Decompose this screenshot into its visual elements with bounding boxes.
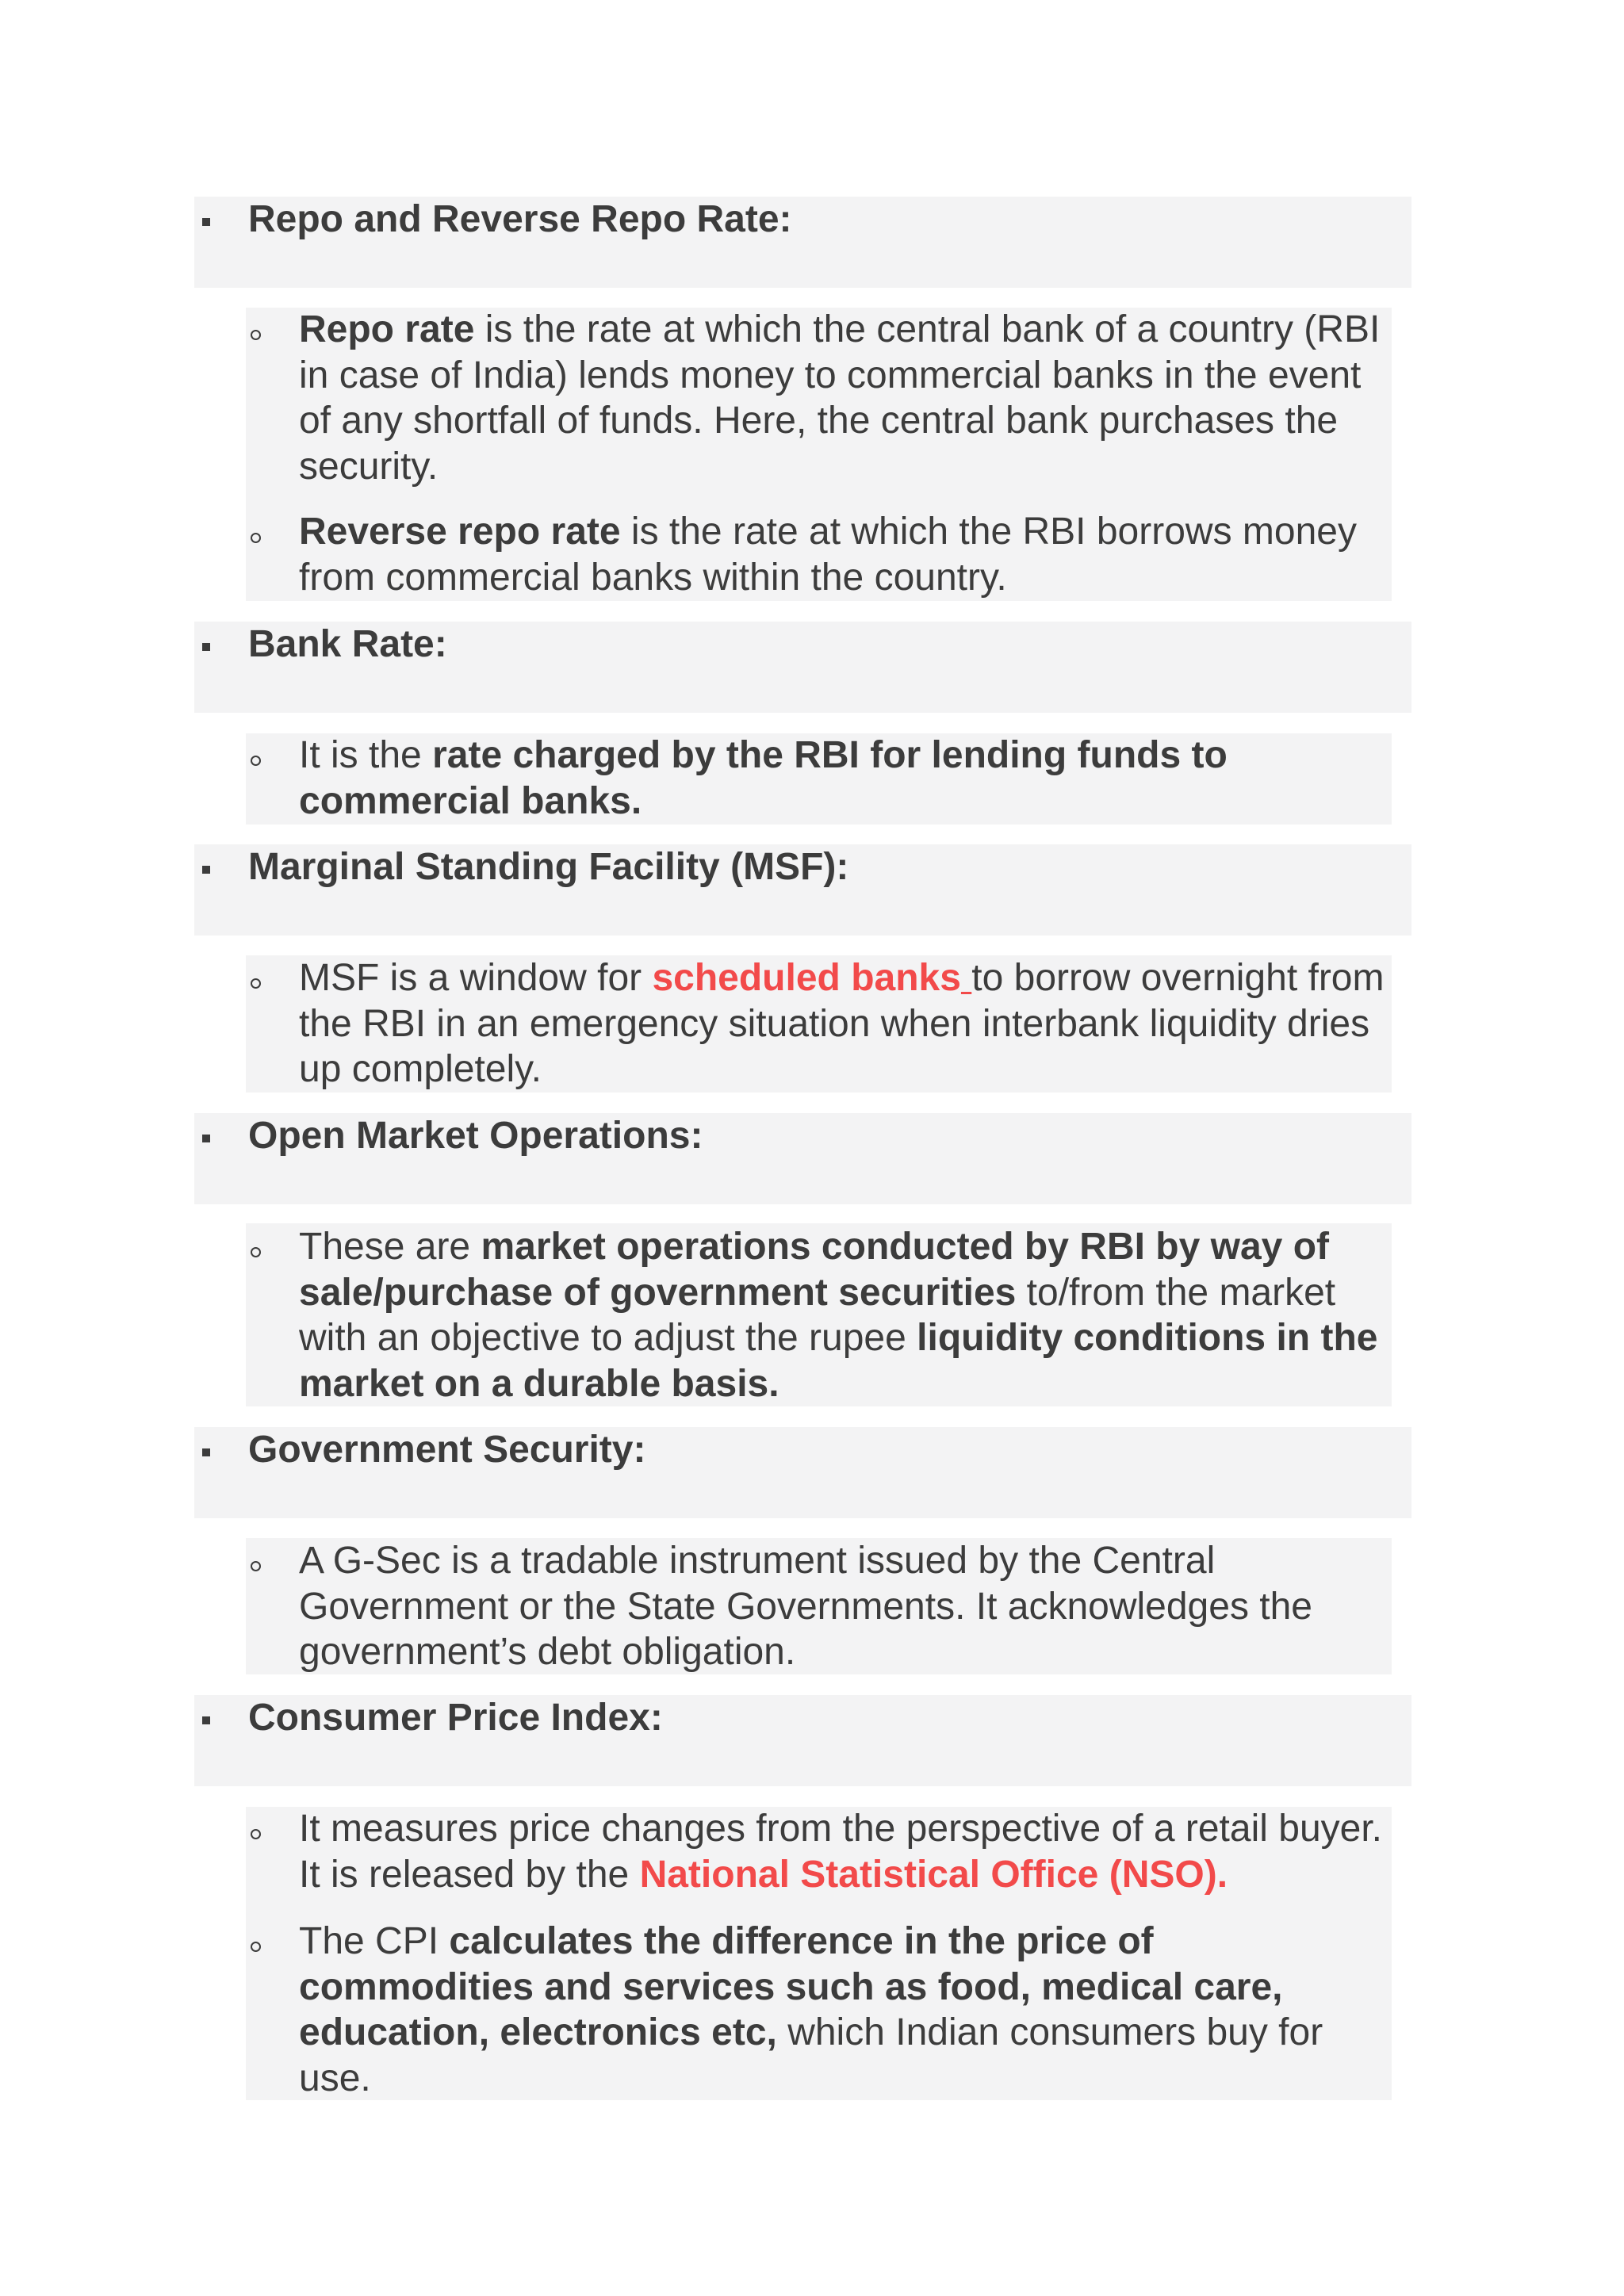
square-bullet-icon [202, 866, 210, 874]
square-bullet-icon [202, 1135, 210, 1142]
square-bullet-icon [202, 1448, 210, 1456]
bullet-point: It measures price changes from the perspective of a retail buyer. It is released by the National Statistical Office (NSO). [299, 1808, 1383, 1896]
circle-bullet-icon [251, 1829, 261, 1839]
bullet-point: It is the rate charged by the RBI for lending funds to commercial banks. [299, 734, 1228, 822]
section-heading: Government Security: [248, 1429, 646, 1471]
square-bullet-icon [202, 218, 210, 226]
bullet-point: The CPI calculates the difference in the price of commodities and services such as food, medical care, education, electronics etc, which Indian consumers buy for use. [299, 1920, 1323, 2099]
bullet-point: These are market operations conducted by RBI by way of sale/purchase of government securities to/from the market with an objective to adjust the rupee liquidity conditions in the market on a durable basis. [299, 1226, 1378, 1405]
circle-bullet-icon [251, 1247, 261, 1257]
bullet-point: Repo rate is the rate at which the central bank of a country (RBI in case of India) lends money to commercial banks in the event of any shortfall of funds. Here, the central bank purchases the security. [299, 308, 1381, 488]
section-heading: Consumer Price Index: [248, 1697, 663, 1739]
section-heading: Bank Rate: [248, 623, 447, 665]
highlighted-term: National Statistical Office (NSO). [639, 1853, 1228, 1896]
circle-bullet-icon [251, 756, 261, 766]
square-bullet-icon [202, 1716, 210, 1724]
circle-bullet-icon [251, 1561, 261, 1571]
section-heading: Marginal Standing Facility (MSF): [248, 846, 849, 888]
section-heading: Open Market Operations: [248, 1115, 703, 1157]
highlighted-term: scheduled banks [652, 957, 961, 999]
section-heading: Repo and Reverse Repo Rate: [248, 198, 792, 240]
bullet-point: MSF is a window for scheduled banks to borrow overnight from the RBI in an emergency situation when interbank liquidity dries up completely. [299, 957, 1385, 1090]
bullet-point: Reverse repo rate is the rate at which the RBI borrows money from commercial banks within the country. [299, 511, 1357, 599]
bullet-point: A G-Sec is a tradable instrument issued by the Central Government or the State Governments. It acknowledges the government’s debt obligation. [299, 1540, 1312, 1673]
square-bullet-icon [202, 643, 210, 651]
circle-bullet-icon [251, 978, 261, 989]
circle-bullet-icon [251, 1942, 261, 1952]
circle-bullet-icon [251, 330, 261, 340]
circle-bullet-icon [251, 533, 261, 543]
